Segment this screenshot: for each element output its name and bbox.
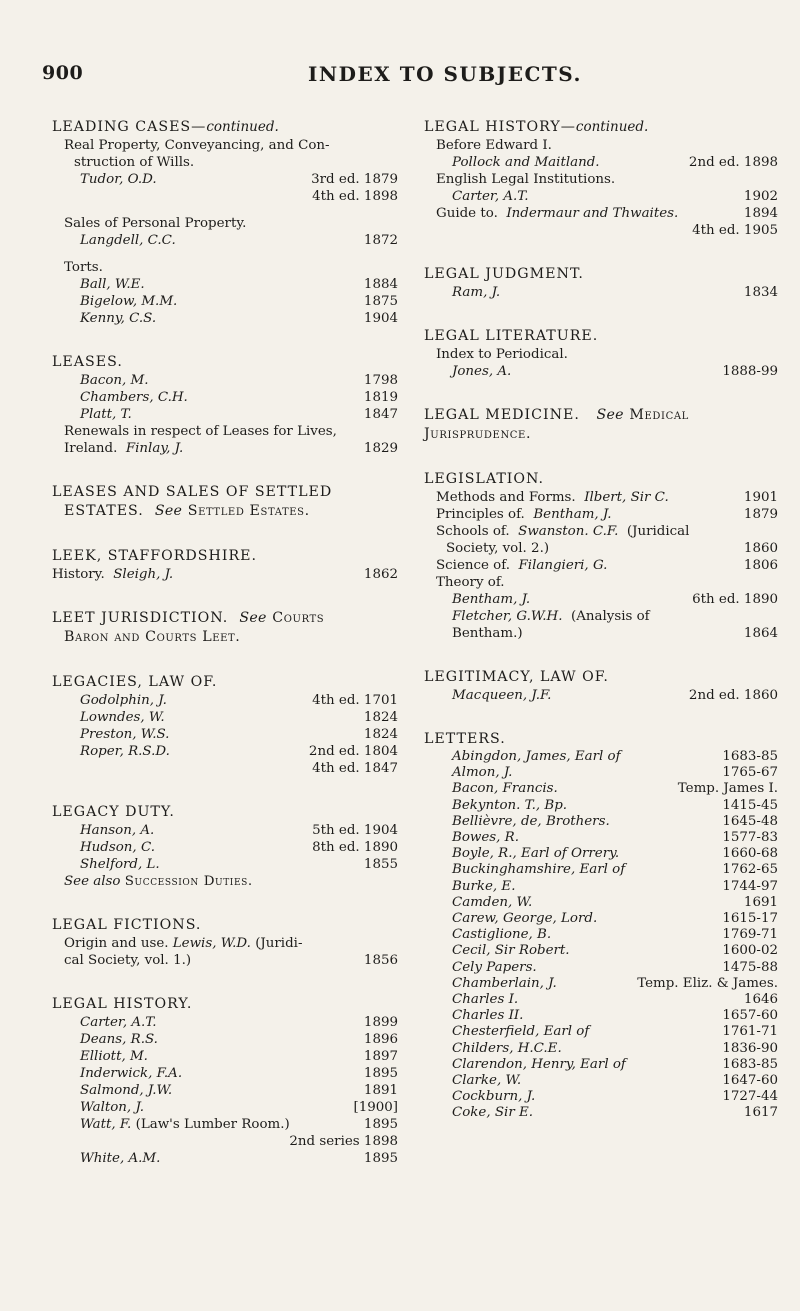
list-item xyxy=(52,760,398,777)
cross-reference[interactable]: Medical xyxy=(629,407,689,423)
entry-legitimacy xyxy=(424,668,778,704)
list-item xyxy=(52,276,398,293)
author: Carew, George, Lord. xyxy=(452,911,598,927)
entry-legislation xyxy=(424,470,778,642)
sub-label: Torts. xyxy=(64,260,103,275)
year: 1897 xyxy=(363,1049,398,1064)
list-item xyxy=(424,879,778,895)
year: 1798 xyxy=(363,373,398,388)
list-item xyxy=(52,171,398,188)
see-also xyxy=(52,873,398,890)
list-item xyxy=(52,566,398,583)
year: 1890 xyxy=(743,592,778,607)
year: Temp. James I. xyxy=(677,781,778,797)
year: 1824 xyxy=(363,710,398,725)
note: (Juridi- xyxy=(255,936,303,951)
author: Lewis, W.D. xyxy=(172,936,251,951)
list-item xyxy=(424,591,778,608)
author: Abingdon, James, Earl of xyxy=(452,749,621,764)
heading: LEGITIMACY, LAW OF. xyxy=(424,669,609,685)
sub-label: Principles of. xyxy=(436,507,525,522)
author: Ram, J. xyxy=(452,285,501,300)
year: 1765-67 xyxy=(722,765,778,781)
list-item xyxy=(52,709,398,726)
entry-legacy-duty xyxy=(52,803,398,890)
sub-label xyxy=(52,935,398,952)
year: 1847 xyxy=(363,407,398,422)
year: [1900] xyxy=(353,1100,398,1115)
author: Charles I. xyxy=(452,992,519,1008)
author: Ball, W.E. xyxy=(80,277,145,292)
author: Bellièvre, de, Brothers. xyxy=(452,813,610,829)
entry-legal-literature xyxy=(424,327,778,380)
author: Carter, A.T. xyxy=(80,1015,157,1030)
list-item xyxy=(52,743,398,760)
note: (Juridical xyxy=(626,524,690,539)
author: Cockburn, J. xyxy=(452,1089,536,1105)
edition: 4th ed. xyxy=(312,761,360,776)
heading-text: ESTATES. xyxy=(64,503,144,519)
list-item xyxy=(52,372,398,389)
list-item xyxy=(424,911,778,927)
year: Temp. Eliz. & James. xyxy=(637,975,778,991)
year: 1884 xyxy=(363,277,398,292)
list-item xyxy=(424,687,778,704)
edition: 6th ed. xyxy=(692,592,740,607)
list-item xyxy=(424,765,778,781)
note: Bentham.) xyxy=(452,626,523,641)
year: 1898 xyxy=(743,155,778,170)
year: 1819 xyxy=(363,390,398,405)
entry-legal-medicine xyxy=(424,406,778,444)
year: 1836-90 xyxy=(722,1040,778,1056)
author: Castiglione, B. xyxy=(452,927,552,943)
list-item xyxy=(424,489,778,506)
year: 1829 xyxy=(363,441,398,456)
list-item xyxy=(424,284,778,301)
heading: LEASES. xyxy=(52,354,123,370)
year: 1834 xyxy=(743,285,778,300)
list-item xyxy=(52,1014,398,1031)
author: Deans, R.S. xyxy=(80,1032,158,1047)
author: Burke, E. xyxy=(452,878,516,894)
sub-label: Sales of Personal Property. xyxy=(64,216,247,231)
sub-label: Guide to. xyxy=(436,206,498,221)
edition: 3rd ed. xyxy=(311,172,360,187)
author: Bowes, R. xyxy=(452,830,520,846)
sub-label: Methods and Forms. xyxy=(436,490,576,505)
author: Childers, H.C.E. xyxy=(452,1040,562,1056)
author: Salmond, J.W. xyxy=(80,1083,173,1098)
note: (Law's Lumber Room.) xyxy=(135,1117,290,1132)
author: Tudor, O.D. xyxy=(80,172,157,187)
list-item xyxy=(424,1057,778,1073)
letters-list xyxy=(424,749,778,1122)
list-item xyxy=(52,293,398,310)
year: 1895 xyxy=(363,1117,398,1132)
author: Clarendon, Henry, Earl of xyxy=(452,1056,626,1072)
sub-label: Index to Periodical. xyxy=(436,347,568,362)
year: 1701 xyxy=(363,693,398,708)
edition: 4th ed. xyxy=(312,189,360,204)
author: Chamberlain, J. xyxy=(452,975,557,991)
year: 1855 xyxy=(363,857,398,872)
list-item xyxy=(424,862,778,878)
heading-cont xyxy=(52,628,398,647)
list-item xyxy=(52,406,398,423)
author: Bacon, M. xyxy=(80,373,149,388)
heading xyxy=(424,118,778,137)
heading-text: LEGAL MEDICINE. xyxy=(424,407,580,423)
list-item xyxy=(424,205,778,222)
list-item xyxy=(52,1116,398,1133)
heading xyxy=(424,406,778,425)
list-item xyxy=(424,943,778,959)
cross-reference[interactable]: Courts xyxy=(272,610,325,626)
year: 1762-65 xyxy=(722,862,778,878)
heading-text: LEADING CASES— xyxy=(52,119,207,135)
year: 1879 xyxy=(743,507,778,522)
year: 1617 xyxy=(743,1105,778,1121)
author: Chambers, C.H. xyxy=(80,390,188,405)
see-label: See also xyxy=(64,874,121,889)
year: 1894 xyxy=(743,206,778,221)
list-item xyxy=(52,856,398,873)
edition: 2nd series xyxy=(289,1134,360,1149)
edition: 8th ed. xyxy=(312,840,360,855)
list-item xyxy=(52,389,398,406)
list-item xyxy=(424,960,778,976)
list-item xyxy=(52,952,398,969)
author: Swanston. C.F. xyxy=(518,524,619,539)
author: Bentham, J. xyxy=(452,592,531,607)
cross-reference[interactable]: Jurisprudence. xyxy=(424,426,532,442)
author: Camden, W. xyxy=(452,894,533,910)
year: 1806 xyxy=(743,558,778,573)
heading: LEGAL JUDGMENT. xyxy=(424,266,584,282)
list-item xyxy=(424,781,778,797)
heading: LEASES AND SALES OF SETTLED xyxy=(52,484,333,500)
author: Clarke, W. xyxy=(452,1073,522,1089)
year: 1727-44 xyxy=(722,1089,778,1105)
heading-cont xyxy=(52,502,398,521)
sub-label: English Legal Institutions. xyxy=(436,172,616,187)
edition: 2nd ed. xyxy=(688,155,740,170)
author: Lowndes, W. xyxy=(80,710,165,725)
author: Hanson, A. xyxy=(80,823,155,838)
author: Cely Papers. xyxy=(452,959,537,975)
list-item xyxy=(424,363,778,380)
list-item xyxy=(424,222,778,239)
year: 1769-71 xyxy=(722,927,778,943)
author: Finlay, J. xyxy=(125,441,184,456)
sub-label: Real Property, Conveyancing, and Con- xyxy=(64,138,330,153)
list-item xyxy=(424,927,778,943)
year: 1905 xyxy=(743,223,778,238)
year: 1904 xyxy=(363,823,398,838)
year: 1657-60 xyxy=(722,1008,778,1024)
cross-reference[interactable]: Succession Duties. xyxy=(124,874,253,889)
list-item xyxy=(424,846,778,862)
year: 1645-48 xyxy=(722,813,778,829)
heading: LEGISLATION. xyxy=(424,471,545,487)
year: 1879 xyxy=(363,172,398,187)
see-label: See xyxy=(239,610,267,626)
year: 1761-71 xyxy=(722,1024,778,1040)
sub-label-cont: Society, vol. 2.) xyxy=(446,541,550,556)
year: 1864 xyxy=(743,626,778,641)
author: Bekynton. T., Bp. xyxy=(452,797,568,813)
sub-label-cont: Ireland. xyxy=(64,441,118,456)
year: 1860 xyxy=(743,541,778,556)
author: Chesterfield, Earl of xyxy=(452,1024,590,1040)
year: 1899 xyxy=(363,1015,398,1030)
author: Elliott, M. xyxy=(80,1049,148,1064)
page-number: 900 xyxy=(42,62,84,84)
author: Sleigh, J. xyxy=(113,567,174,582)
list-item xyxy=(52,188,398,205)
year: 1744-97 xyxy=(722,878,778,894)
entry-leading-cases xyxy=(52,118,398,327)
list-item xyxy=(424,1073,778,1089)
edition: 5th ed. xyxy=(312,823,360,838)
author: Macqueen, J.F. xyxy=(452,688,552,703)
list-item xyxy=(52,232,398,249)
author: Indermaur and Thwaites. xyxy=(506,206,679,221)
list-item xyxy=(424,1105,778,1121)
heading-cont xyxy=(424,425,778,444)
heading-text: LEGAL HISTORY— xyxy=(424,119,576,135)
right-column xyxy=(424,118,778,1148)
list-item xyxy=(52,1133,398,1150)
year: 1901 xyxy=(743,490,778,505)
year: 1646 xyxy=(743,992,778,1008)
list-item xyxy=(52,1082,398,1099)
author: Kenny, C.S. xyxy=(80,311,157,326)
list-item xyxy=(424,540,778,557)
entry-leases xyxy=(52,353,398,457)
edition: 2nd ed. xyxy=(688,688,740,703)
sub-label-cont: cal Society, vol. 1.) xyxy=(64,953,192,968)
year: 1475-88 xyxy=(722,959,778,975)
heading: LEGAL LITERATURE. xyxy=(424,328,599,344)
list-item xyxy=(424,895,778,911)
see-label: See xyxy=(154,503,183,519)
year: 1415-45 xyxy=(722,797,778,813)
author: Pollock and Maitland. xyxy=(452,155,600,170)
author: Cecil, Sir Robert. xyxy=(452,943,570,959)
author: Filangieri, G. xyxy=(518,558,608,573)
author: Bigelow, M.M. xyxy=(80,294,178,309)
sub-label: History. xyxy=(52,567,105,582)
entry-leek xyxy=(52,547,398,583)
author: Buckinghamshire, Earl of xyxy=(452,862,626,878)
year: 1647-60 xyxy=(722,1073,778,1089)
list-item xyxy=(424,154,778,171)
list-item xyxy=(424,1008,778,1024)
year: 1896 xyxy=(363,1032,398,1047)
year: 1888-99 xyxy=(722,364,778,379)
list-item xyxy=(424,749,778,765)
year: 1683-85 xyxy=(722,749,778,764)
year: 1856 xyxy=(363,953,398,968)
heading xyxy=(52,609,398,628)
heading: LEEK, STAFFORDSHIRE. xyxy=(52,548,258,564)
list-item xyxy=(424,992,778,1008)
list-item xyxy=(424,814,778,830)
list-item xyxy=(52,1031,398,1048)
heading xyxy=(52,118,398,137)
cross-reference[interactable]: Settled Estates. xyxy=(187,503,310,519)
list-item xyxy=(52,1099,398,1116)
author: Bentham, J. xyxy=(533,507,612,522)
author: Jones, A. xyxy=(452,364,512,379)
running-head: INDEX TO SUBJECTS. xyxy=(308,62,582,86)
year: 1847 xyxy=(363,761,398,776)
list-item xyxy=(52,822,398,839)
list-item xyxy=(52,1150,398,1167)
list-item xyxy=(424,557,778,574)
author: Platt, T. xyxy=(80,407,132,422)
list-item xyxy=(424,608,778,625)
entry-leet xyxy=(52,609,398,647)
author: Coke, Sir E. xyxy=(452,1105,534,1121)
cross-reference[interactable]: Baron and Courts Leet. xyxy=(64,629,241,645)
entry-legal-fictions xyxy=(52,916,398,969)
list-item xyxy=(424,506,778,523)
year: 1577-83 xyxy=(722,830,778,846)
author: Shelford, L. xyxy=(80,857,160,872)
entry-leases-sales xyxy=(52,483,398,521)
author: Godolphin, J. xyxy=(80,693,167,708)
entry-letters xyxy=(424,730,778,1122)
author: Ilbert, Sir C. xyxy=(584,490,669,505)
author: Charles II. xyxy=(452,1008,524,1024)
list-item xyxy=(424,798,778,814)
year: 1824 xyxy=(363,727,398,742)
author: Fletcher, G.W.H. xyxy=(452,609,563,624)
year: 1904 xyxy=(363,311,398,326)
year: 1890 xyxy=(363,840,398,855)
list-item xyxy=(424,976,778,992)
list-item xyxy=(52,839,398,856)
list-item xyxy=(52,726,398,743)
year: 1895 xyxy=(363,1151,398,1166)
author: Langdell, C.C. xyxy=(80,233,176,248)
continued-label: continued. xyxy=(206,119,279,135)
author: Almon, J. xyxy=(452,765,513,781)
year: 1600-02 xyxy=(722,943,778,959)
entry-legal-history-cont xyxy=(424,118,778,239)
heading: LEGAL FICTIONS. xyxy=(52,917,202,933)
heading: LEGACIES, LAW OF. xyxy=(52,674,218,690)
heading: LEGAL HISTORY. xyxy=(52,996,193,1012)
heading: LETTERS. xyxy=(424,731,506,747)
list-item xyxy=(52,1048,398,1065)
year: 1660-68 xyxy=(722,846,778,862)
author: White, A.M. xyxy=(80,1151,161,1166)
continued-label: continued. xyxy=(575,119,649,135)
sub-label-text: Origin and use. xyxy=(64,936,169,951)
list-item xyxy=(52,1065,398,1082)
left-column xyxy=(52,118,398,1193)
edition: 2nd ed. xyxy=(308,744,360,759)
year: 1875 xyxy=(363,294,398,309)
list-item xyxy=(52,440,398,457)
list-item xyxy=(424,625,778,642)
sub-label-cont: struction of Wills. xyxy=(74,155,195,170)
year: 1862 xyxy=(363,567,398,582)
sub-label: Renewals in respect of Leases for Lives, xyxy=(64,424,337,439)
author: Hudson, C. xyxy=(80,840,155,855)
year: 1615-17 xyxy=(722,911,778,927)
author: Boyle, R., Earl of Orrery. xyxy=(452,846,620,862)
entry-legacies xyxy=(52,673,398,777)
list-item xyxy=(424,188,778,205)
list-item xyxy=(424,1024,778,1040)
list-item xyxy=(424,1041,778,1057)
author: Carter, A.T. xyxy=(452,189,529,204)
sub-label: Schools of. xyxy=(436,524,510,539)
entry-legal-judgment xyxy=(424,265,778,301)
year: 1898 xyxy=(363,1134,398,1149)
note: (Analysis of xyxy=(570,609,650,624)
list-item xyxy=(52,692,398,709)
edition: 4th ed. xyxy=(692,223,740,238)
entry-legal-history xyxy=(52,995,398,1167)
list-item xyxy=(424,523,778,540)
author: Watt, F. xyxy=(80,1117,132,1132)
sub-label: Theory of. xyxy=(436,575,505,590)
heading-text: LEET JURISDICTION. xyxy=(52,610,229,626)
year: 1891 xyxy=(363,1083,398,1098)
year: 1691 xyxy=(743,894,778,910)
year: 1898 xyxy=(363,189,398,204)
see-label: See xyxy=(596,407,624,423)
year: 1872 xyxy=(363,233,398,248)
author: Walton, J. xyxy=(80,1100,145,1115)
year: 1804 xyxy=(363,744,398,759)
heading: LEGACY DUTY. xyxy=(52,804,175,820)
author: Inderwick, F.A. xyxy=(80,1066,183,1081)
year: 1895 xyxy=(363,1066,398,1081)
list-item xyxy=(424,830,778,846)
edition: 4th ed. xyxy=(312,693,360,708)
author: Roper, R.S.D. xyxy=(80,744,170,759)
list-item xyxy=(52,310,398,327)
year: 1902 xyxy=(743,189,778,204)
list-item xyxy=(424,1089,778,1105)
year: 1860 xyxy=(743,688,778,703)
sub-label: Science of. xyxy=(436,558,510,573)
author: Preston, W.S. xyxy=(80,727,170,742)
author: Bacon, Francis. xyxy=(452,781,558,797)
year-stack xyxy=(311,171,398,188)
sub-label: Before Edward I. xyxy=(436,138,552,153)
year: 1683-85 xyxy=(722,1056,778,1072)
